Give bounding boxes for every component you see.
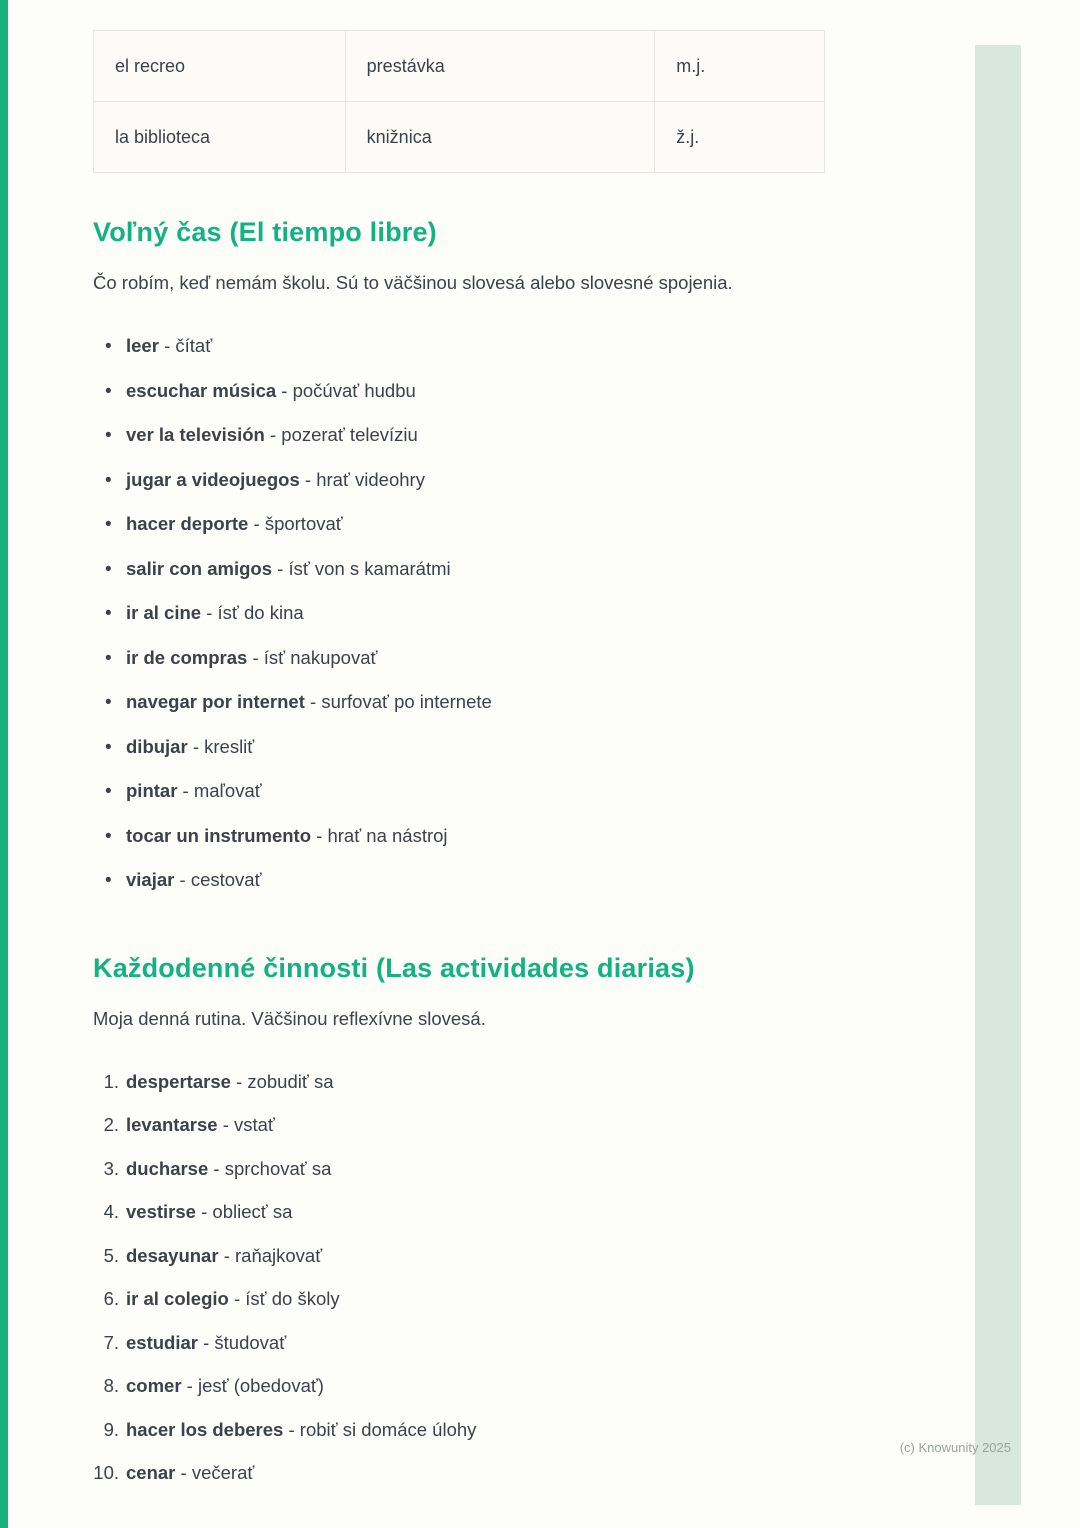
bullet-icon: •	[105, 647, 112, 669]
section-heading-daily-activities: Každodenné činnosti (Las actividades diarias)	[93, 952, 695, 983]
separator: -	[164, 335, 171, 356]
bullet-icon: •	[105, 870, 112, 891]
term-sk: sprchovať sa	[224, 1157, 332, 1179]
copyright-note: (c) Knowunity 2025	[899, 1440, 1011, 1455]
separator: -	[182, 780, 189, 801]
term-es: viajar	[126, 869, 175, 890]
term-sk: robiť si domáce úlohy	[299, 1418, 477, 1440]
list-number: 5.	[103, 1244, 119, 1266]
term-es: ir de compras	[126, 646, 248, 668]
separator: -	[223, 1244, 230, 1266]
term-es: estudiar	[126, 1331, 198, 1353]
separator: -	[253, 513, 260, 534]
term-es: hacer deporte	[126, 513, 249, 534]
separator: -	[304, 468, 312, 490]
term-es: despertarse	[126, 1070, 231, 1092]
term-es: ir al colegio	[126, 1288, 229, 1309]
bullet-icon: •	[105, 736, 112, 758]
term-sk: počúvať hudbu	[292, 379, 416, 401]
daily-intro: Moja denná rutina. Väčšinou reflexívne slovesá.	[93, 1007, 486, 1029]
list-item	[105, 769, 910, 814]
vocab-sk-cell: knižnica	[345, 102, 655, 173]
term-sk: čítať	[175, 335, 213, 356]
bullet-icon: •	[105, 692, 112, 713]
bullet-icon: •	[105, 336, 112, 357]
list-item	[105, 369, 910, 414]
list-item	[105, 858, 910, 903]
term-sk: pozerať televíziu	[281, 424, 418, 445]
separator: -	[186, 1375, 193, 1396]
list-item	[93, 1451, 910, 1495]
bullet-icon: •	[105, 558, 112, 580]
term-es: vestirse	[126, 1201, 196, 1222]
list-number: 7.	[103, 1331, 119, 1353]
free-time-intro: Čo robím, keď nemám školu. Sú to väčšinou slovesá alebo slovesné spojenia.	[93, 272, 733, 293]
list-item	[93, 1364, 910, 1408]
term-es: cenar	[126, 1462, 176, 1483]
list-number: 3.	[103, 1157, 119, 1179]
list-item	[93, 1190, 910, 1234]
separator: -	[252, 646, 259, 668]
term-sk: hrať na nástroj	[327, 824, 448, 846]
term-es: comer	[126, 1375, 182, 1396]
vocab-sk-cell: prestávka	[345, 31, 655, 102]
term-sk: ísť do kina	[217, 602, 304, 623]
separator: -	[310, 691, 317, 712]
separator: -	[222, 1114, 229, 1135]
separator: -	[180, 1462, 187, 1483]
separator: -	[203, 1331, 210, 1353]
term-es: ir al cine	[126, 602, 202, 623]
list-item	[105, 591, 910, 636]
term-es: pintar	[126, 780, 178, 801]
list-item	[105, 680, 910, 725]
vocab-es-cell: la biblioteca	[94, 102, 346, 173]
list-item	[105, 458, 910, 503]
term-sk: jesť (obedovať)	[197, 1375, 324, 1396]
term-es: leer	[126, 335, 159, 356]
list-item	[93, 1408, 910, 1452]
list-item	[105, 502, 910, 547]
term-es: desayunar	[126, 1244, 219, 1266]
separator: -	[233, 1288, 241, 1309]
term-es: ducharse	[126, 1157, 209, 1179]
list-item	[93, 1060, 910, 1104]
list-item	[105, 413, 910, 458]
term-sk: maľovať	[193, 780, 262, 801]
list-item	[105, 814, 910, 859]
list-number: 4.	[103, 1201, 119, 1222]
term-sk: športovať	[264, 513, 343, 534]
term-es: escuchar música	[126, 379, 277, 401]
term-es: jugar a videojuegos	[126, 468, 300, 490]
table-row	[94, 102, 825, 173]
term-sk: ísť do školy	[245, 1288, 340, 1309]
term-sk: študovať	[214, 1331, 287, 1353]
separator: -	[277, 557, 284, 579]
term-es: navegar por internet	[126, 691, 305, 712]
bullet-icon: •	[105, 469, 112, 491]
list-number: 9.	[103, 1418, 119, 1440]
free-time-list	[93, 324, 910, 903]
list-item	[93, 1321, 910, 1365]
separator: -	[316, 824, 323, 846]
list-item	[105, 547, 910, 592]
term-sk: raňajkovať	[235, 1244, 323, 1266]
term-es: ver la televisión	[126, 424, 265, 445]
separator: -	[179, 869, 186, 890]
vocab-gender-cell: m.j.	[655, 31, 825, 102]
term-sk: ísť von s kamarátmi	[288, 557, 451, 579]
list-number: 1.	[103, 1070, 119, 1092]
term-sk: zobudiť sa	[247, 1070, 334, 1092]
list-number: 2.	[103, 1114, 119, 1135]
bullet-icon: •	[105, 425, 112, 446]
list-number: 10.	[93, 1462, 119, 1483]
term-sk: ísť nakupovať	[263, 646, 378, 668]
list-item	[93, 1103, 910, 1147]
list-number: 6.	[103, 1288, 119, 1309]
separator: -	[192, 735, 199, 757]
term-sk: surfovať po internete	[321, 691, 492, 712]
term-es: levantarse	[126, 1114, 218, 1135]
separator: -	[269, 424, 277, 445]
bullet-icon: •	[105, 380, 112, 402]
list-item	[93, 1277, 910, 1321]
separator: -	[213, 1157, 220, 1179]
list-item	[93, 1234, 910, 1278]
term-es: salir con amigos	[126, 557, 272, 579]
separator: -	[288, 1418, 295, 1440]
list-item	[105, 324, 910, 369]
term-sk: hrať videohry	[316, 468, 425, 490]
separator: -	[201, 1201, 208, 1222]
vocab-table	[93, 30, 825, 173]
bullet-icon: •	[105, 781, 112, 802]
list-item	[105, 725, 910, 770]
bullet-icon: •	[105, 825, 112, 847]
daily-activities-list	[93, 1060, 910, 1495]
term-sk: kresliť	[204, 735, 255, 757]
separator: -	[236, 1070, 243, 1092]
bullet-icon: •	[105, 603, 112, 624]
term-es: hacer los deberes	[126, 1418, 284, 1440]
term-sk: vstať	[234, 1114, 275, 1135]
separator: -	[206, 602, 213, 623]
term-es: tocar un instrumento	[126, 824, 312, 846]
vocab-es-cell: el recreo	[94, 31, 346, 102]
table-row	[94, 31, 825, 102]
list-item	[93, 1147, 910, 1191]
term-es: dibujar	[126, 735, 188, 757]
term-sk: cestovať	[190, 869, 262, 890]
term-sk: obliecť sa	[212, 1201, 293, 1222]
vocab-gender-cell: ž.j.	[655, 102, 825, 173]
bullet-icon: •	[105, 514, 112, 535]
list-item	[105, 636, 910, 681]
separator: -	[281, 379, 288, 401]
list-number: 8.	[103, 1375, 119, 1396]
term-sk: večerať	[191, 1462, 255, 1483]
section-heading-free-time: Voľný čas (El tiempo libre)	[93, 217, 437, 247]
